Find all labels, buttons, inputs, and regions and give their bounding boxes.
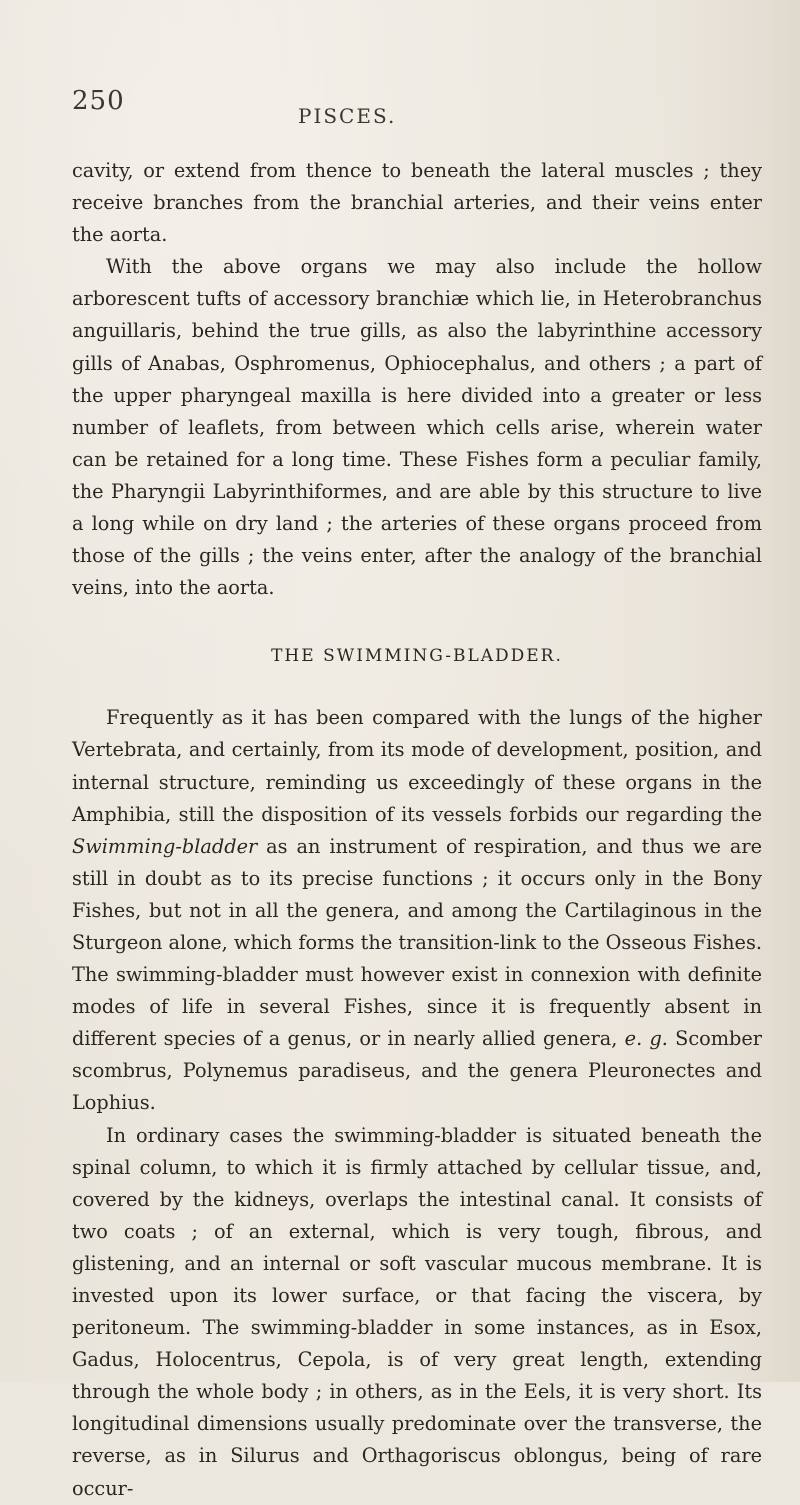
italic-abbrev: e. g.	[624, 1027, 668, 1051]
paragraph-accessory-branchiae: With the above organs we may also include the hollow arborescent tufts of accessory branchiæ which lie, in Heterobranchus anguillaris, behind the true gills, as also the labyrinthine accessory gills of Anabas, Osphromenus, Ophiocephalus, and others ; a part of the upper pharyngeal maxilla is here divided into a greater or less number of leaflets, from between which cells arise, wherein water can be retained for a long time. These Fishes form a peculiar family, the Pharyngii Labyrinthiformes, and are able by this structure to live a long while on dry land ; the arteries of these organs proceed from those of the gills ; the veins enter, after the analogy of the branchial veins, into the aorta.	[72, 255, 762, 600]
text-run: as an instrument of respiration, and thus we are still in doubt as to its precise functions ; it occurs only in the Bony Fishes, but not in all the genera, and among the Cartilaginous in the Sturgeon alone, which forms the transition-link to the Osseous Fishes. The swimming-bladder must however exist in connexion with definite modes of life in several Fishes, since it is frequently absent in different species of a genus, or in nearly allied genera,	[72, 834, 762, 1051]
section-heading: THE SWIMMING-BLADDER.	[271, 646, 563, 667]
body-text	[72, 155, 762, 1505]
paragraph-swimming-bladder-structure: In ordinary cases the swimming-bladder is situated beneath the spinal column, to which it is firmly attached by cellular tissue, and, covered by the kidneys, overlaps the intestinal canal. It consists of two coats ; of an external, which is very tough, fibrous, and glistening, and an internal or soft vascular mucous membrane. It is invested upon its lower surface, or that facing the viscera, by peritoneum. The swimming-bladder in some instances, as in Esox, Gadus, Holocentrus, Cepola, is of very great length, extending through the whole body ; in others, as in the Eels, it is very short. Its longitudinal dimensions usually predominate over the transverse, the reverse, as in Silurus and Orthagoriscus oblongus, being of rare occur-	[72, 1123, 762, 1500]
paragraph-swimming-bladder-intro	[72, 702, 762, 1119]
running-head: PISCES.	[298, 104, 397, 128]
paragraph-continued: cavity, or extend from thence to beneath the lateral muscles ; they receive branches from the branchial arteries, and their veins enter the aorta.	[72, 159, 762, 247]
text-run: Frequently as it has been compared with the lungs of the higher Vertebrata, and certainly, from its mode of development, position, and internal structure, reminding us exceedingly of these organs in the Amphibia, still the disposition of its vessels forbids our regarding the	[72, 706, 762, 826]
italic-term: Swimming-bladder	[72, 834, 258, 858]
text-run: Scomber scombrus, Polynemus paradiseus, and the genera Pleuronectes and Lophius.	[72, 1027, 763, 1115]
page-number: 250	[72, 86, 125, 116]
page-header	[72, 86, 762, 126]
